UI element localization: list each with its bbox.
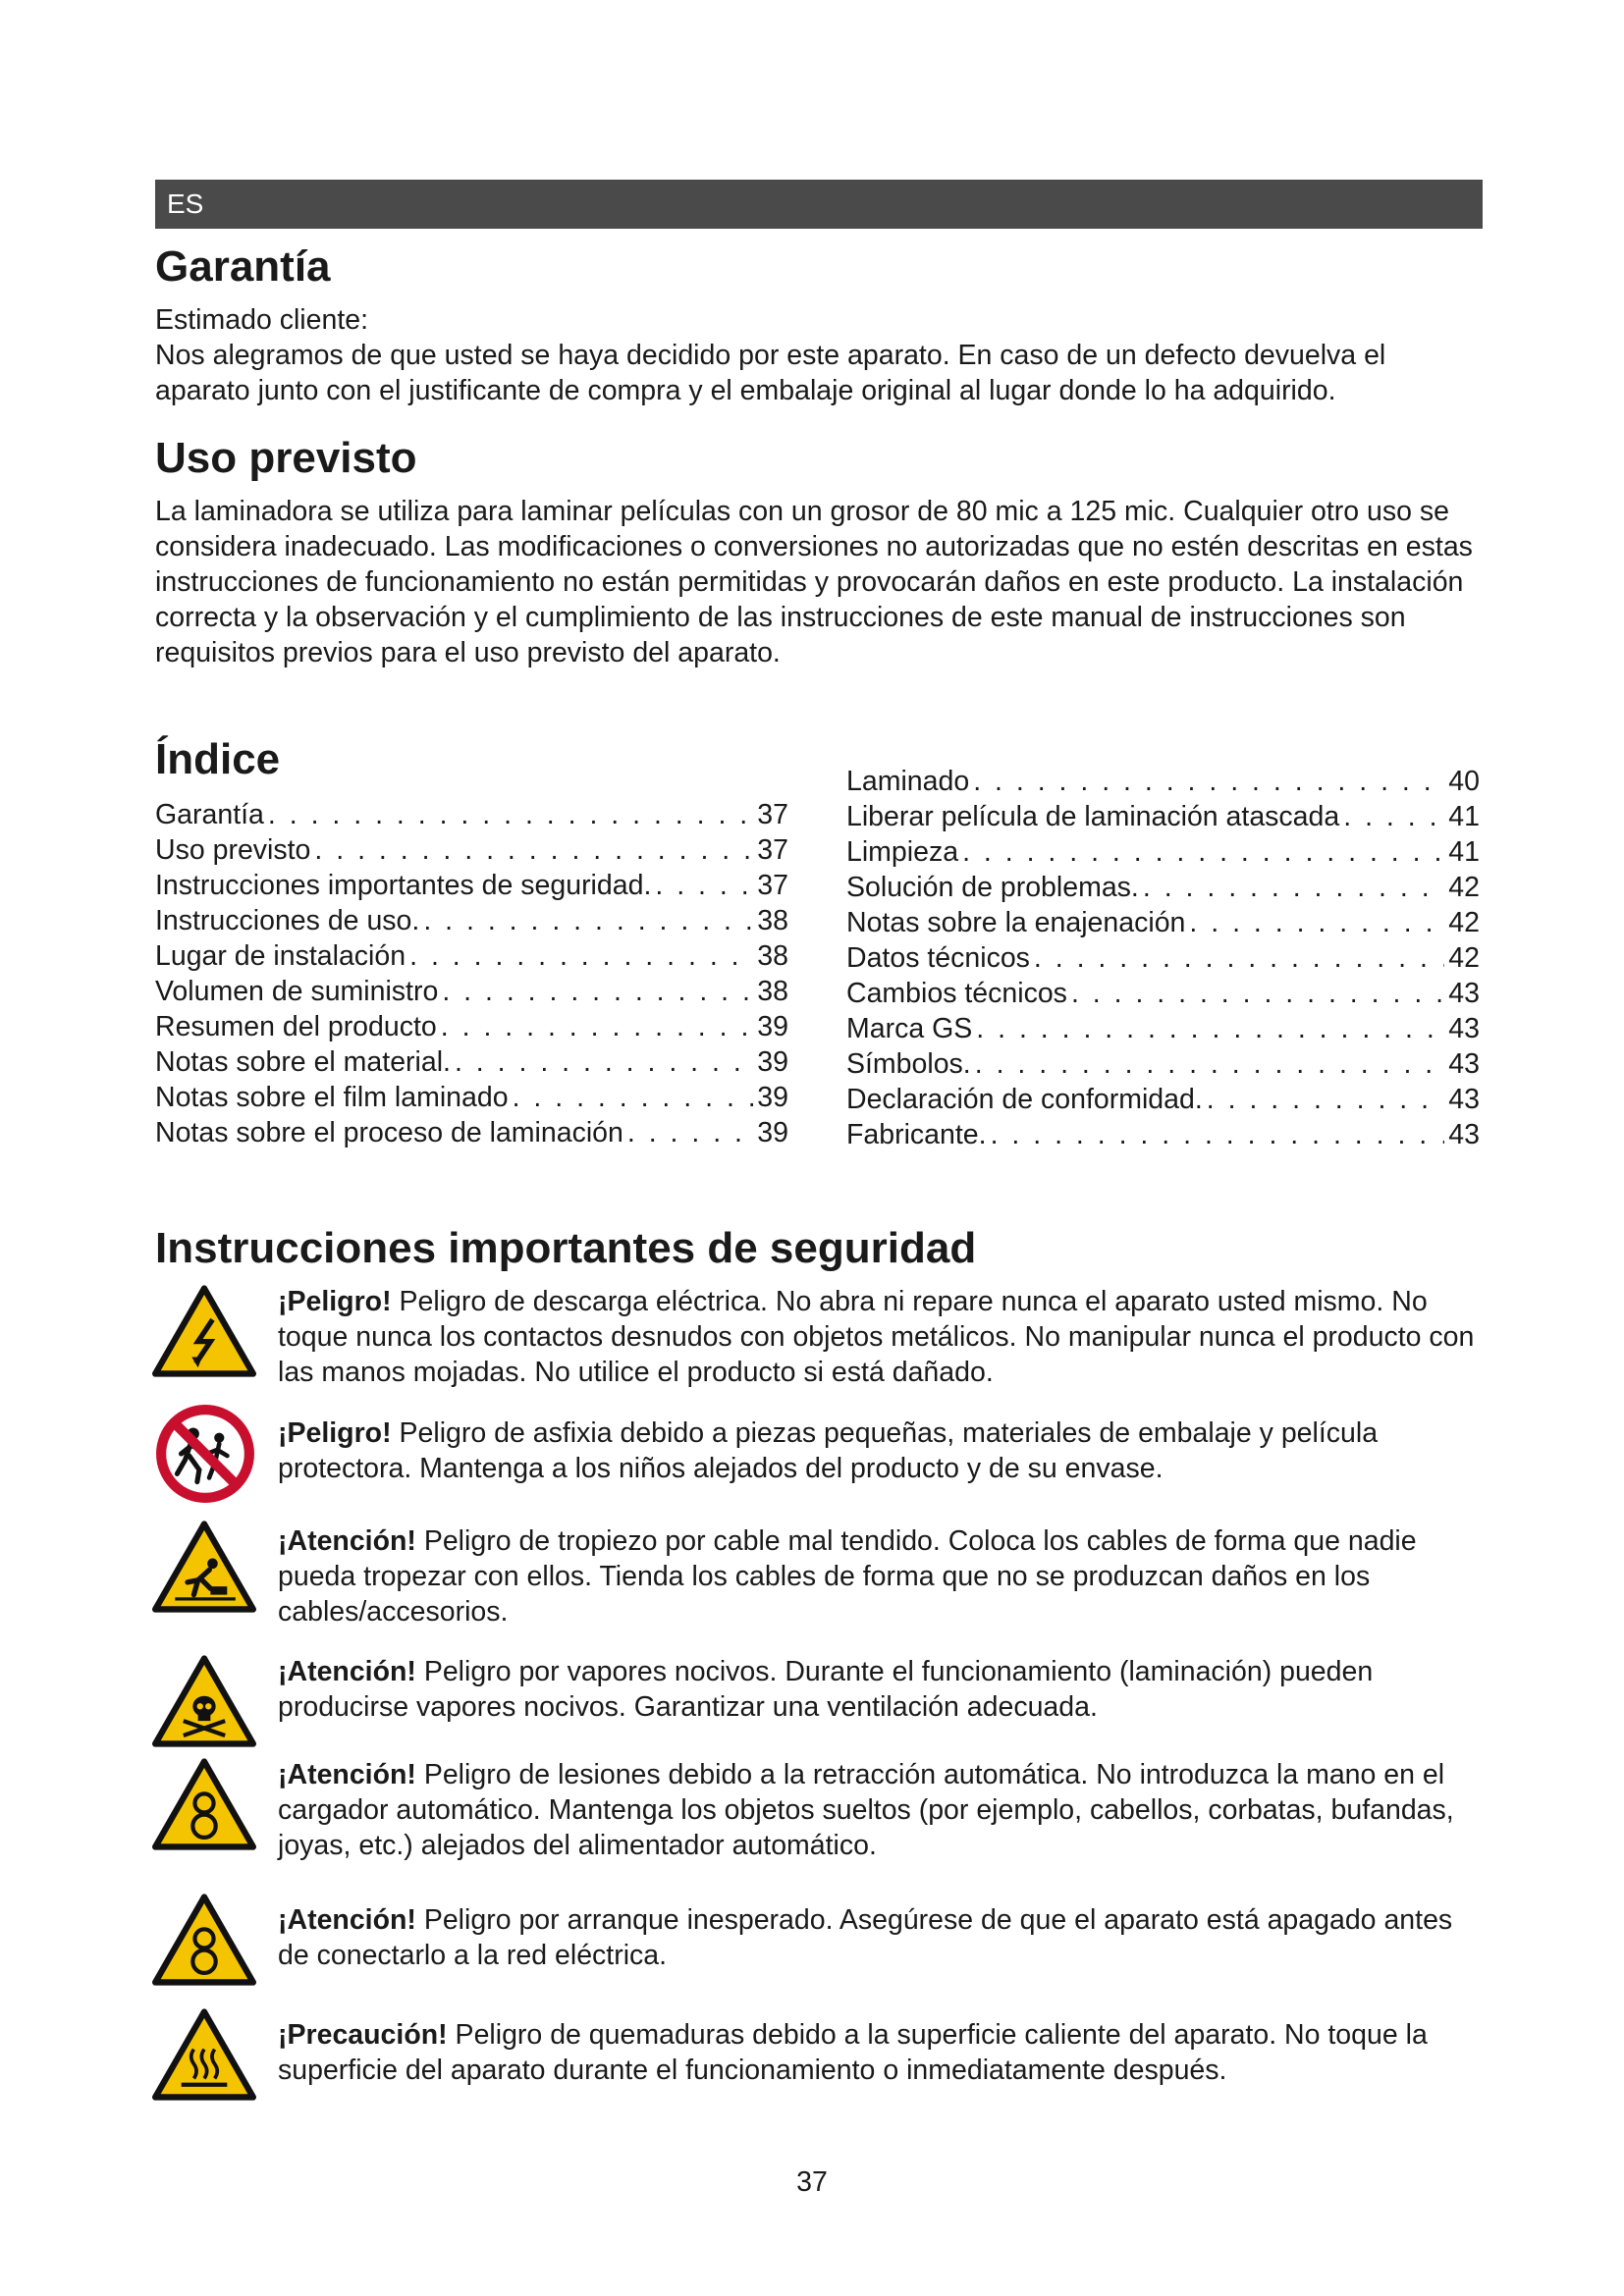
toc-entry-title: Resumen del producto bbox=[155, 1011, 437, 1042]
toc-entry-title: Fabricante. bbox=[846, 1119, 987, 1150]
toc-leader-dots bbox=[1034, 940, 1444, 976]
toc-entry[interactable] bbox=[155, 903, 788, 938]
toc-entry-title: Liberar película de laminación atascada bbox=[846, 801, 1340, 832]
warning-item bbox=[152, 1654, 1488, 1752]
warning-item bbox=[152, 2007, 1488, 2106]
warning-text bbox=[278, 1654, 1486, 1725]
toc-entry-page: 42 bbox=[1448, 872, 1480, 903]
warning-text bbox=[278, 1415, 1486, 1486]
toc-entry[interactable] bbox=[846, 1011, 1480, 1046]
garantia-paragraph: Estimado cliente: Nos alegramos de que usted se haya decidido por este aparato. En caso de un defecto devuelva el aparato junto con el justificante de compra y el embalaje original al lugar donde lo ha adquirido. bbox=[155, 304, 1386, 406]
toc-leader-dots bbox=[962, 834, 1444, 870]
toc-leader-dots bbox=[314, 832, 753, 868]
warning-label: ¡Atención! bbox=[278, 1904, 416, 1936]
warning-text bbox=[278, 2017, 1486, 2088]
toc-entry-title: Limpieza bbox=[846, 836, 959, 868]
toc-entry-page: 41 bbox=[1448, 801, 1480, 832]
toc-entry-page: 43 bbox=[1448, 1084, 1480, 1115]
toc-right-column bbox=[846, 764, 1480, 1152]
trip-hazard-warning-icon bbox=[152, 1520, 256, 1614]
indice-heading: Índice bbox=[155, 735, 281, 783]
toc-leader-dots bbox=[1207, 1082, 1445, 1117]
toc-entry-page: 42 bbox=[1448, 942, 1480, 974]
toc-entry[interactable] bbox=[846, 1046, 1480, 1082]
toc-entry[interactable] bbox=[846, 799, 1480, 834]
toc-leader-dots bbox=[1343, 799, 1444, 834]
toc-entry-title: Lugar de instalación bbox=[155, 940, 406, 972]
warning-item bbox=[152, 1404, 1488, 1506]
toc-entry-title: Notas sobre el proceso de laminación bbox=[155, 1117, 623, 1148]
toc-leader-dots bbox=[1071, 976, 1444, 1011]
warning-text bbox=[278, 1757, 1486, 1863]
toc-entry[interactable] bbox=[846, 1117, 1480, 1152]
warning-description: Peligro de lesiones debido a la retracción automática. No introduzca la mano en el cargador automático. Mantenga los objetos sueltos (por ejemplo, cabellos, corbatas, bufandas, joyas, etc.) alejados del alimentador automático. bbox=[278, 1759, 1454, 1861]
unexpected-start-warning-icon bbox=[152, 1893, 256, 1987]
toc-entry-title: Datos técnicos bbox=[846, 942, 1030, 974]
toc-leader-dots bbox=[991, 1117, 1445, 1152]
toc-entry[interactable] bbox=[155, 1115, 788, 1150]
warning-text bbox=[278, 1902, 1486, 1973]
toc-entry-title: Laminado bbox=[846, 766, 970, 797]
toc-leader-dots bbox=[268, 797, 753, 832]
toc-entry[interactable] bbox=[155, 1009, 788, 1044]
toc-entry[interactable] bbox=[846, 976, 1480, 1011]
toc-entry-page: 43 bbox=[1448, 978, 1480, 1009]
toc-entry-page: 39 bbox=[757, 1082, 788, 1113]
warning-label: ¡Atención! bbox=[278, 1759, 416, 1790]
toc-entry-title: Notas sobre la enajenación bbox=[846, 907, 1186, 938]
toc-entry-title: Notas sobre el film laminado bbox=[155, 1082, 509, 1113]
toc-entry-page: 37 bbox=[757, 834, 788, 866]
toc-leader-dots bbox=[442, 974, 753, 1009]
toc-entry-title: Garantía bbox=[155, 799, 264, 830]
warning-description: Peligro por vapores nocivos. Durante el funcionamiento (laminación) pueden producirse vapores nocivos. Garantizar una ventilación adecuada. bbox=[278, 1656, 1374, 1723]
page-number: 37 bbox=[796, 2166, 828, 2198]
toc-leader-dots bbox=[423, 903, 753, 938]
toc-leader-dots bbox=[655, 868, 753, 903]
toc-leader-dots bbox=[976, 1011, 1444, 1046]
toc-entry-title: Uso previsto bbox=[155, 834, 311, 866]
language-bar: ES bbox=[155, 180, 1483, 229]
toc-entry-page: 38 bbox=[757, 976, 788, 1007]
toc-entry[interactable] bbox=[155, 1044, 788, 1080]
toc-entry[interactable] bbox=[846, 905, 1480, 940]
warning-label: ¡Atención! bbox=[278, 1525, 416, 1557]
warning-label: ¡Peligro! bbox=[278, 1286, 392, 1317]
toc-entry-page: 38 bbox=[757, 905, 788, 936]
toc-entry-title: Símbolos. bbox=[846, 1048, 971, 1080]
toc-leader-dots bbox=[973, 764, 1444, 799]
toc-entry-page: 39 bbox=[757, 1117, 788, 1148]
warning-text bbox=[278, 1284, 1486, 1390]
toc-entry[interactable] bbox=[155, 938, 788, 974]
no-children-prohibition-icon bbox=[153, 1404, 257, 1504]
toc-entry[interactable] bbox=[846, 834, 1480, 870]
toc-entry-page: 39 bbox=[757, 1046, 788, 1078]
toc-leader-dots bbox=[409, 938, 753, 974]
toc-entry-page: 43 bbox=[1448, 1013, 1480, 1044]
warning-item bbox=[152, 1893, 1488, 1991]
toc-entry[interactable] bbox=[846, 764, 1480, 799]
warning-description: Peligro por arranque inesperado. Asegúrese de que el aparato está apagado antes de conectarlo a la red eléctrica. bbox=[278, 1904, 1453, 1971]
toc-leader-dots bbox=[627, 1115, 753, 1150]
toc-entry-page: 42 bbox=[1448, 907, 1480, 938]
seguridad-heading: Instrucciones importantes de seguridad bbox=[155, 1224, 977, 1272]
toc-entry[interactable] bbox=[155, 1080, 788, 1115]
uso-previsto-heading: Uso previsto bbox=[155, 434, 417, 482]
toc-leader-dots bbox=[441, 1009, 754, 1044]
toc-entry-title: Volumen de suministro bbox=[155, 976, 439, 1007]
toc-entry-title: Marca GS bbox=[846, 1013, 973, 1044]
toc-leader-dots bbox=[513, 1080, 754, 1115]
warning-description: Peligro de descarga eléctrica. No abra ni repare nunca el aparato usted mismo. No toque nunca los contactos desnudos con objetos metálicos. No manipular nunca el producto con las manos mojadas. No utilice el producto si está dañado. bbox=[278, 1286, 1475, 1388]
toc-leader-dots bbox=[975, 1046, 1445, 1082]
warning-item bbox=[152, 1520, 1488, 1628]
toc-entry-title: Notas sobre el material. bbox=[155, 1046, 451, 1078]
warning-item bbox=[152, 1284, 1488, 1392]
toc-entry-page: 39 bbox=[757, 1011, 788, 1042]
electric-shock-warning-icon bbox=[152, 1284, 256, 1378]
toc-leader-dots bbox=[1189, 905, 1444, 940]
toc-entry-title: Solución de problemas. bbox=[846, 872, 1139, 903]
toc-entry-title: Declaración de conformidad. bbox=[846, 1084, 1203, 1115]
warning-label: ¡Peligro! bbox=[278, 1417, 392, 1449]
toc-entry-title: Instrucciones importantes de seguridad. bbox=[155, 870, 652, 901]
garantia-heading: Garantía bbox=[155, 242, 331, 291]
toc-entry[interactable] bbox=[846, 1082, 1480, 1117]
toc-leader-dots bbox=[1143, 870, 1444, 905]
toc-entry-title: Cambios técnicos bbox=[846, 978, 1067, 1009]
toc-entry-page: 37 bbox=[757, 799, 788, 830]
uso-previsto-paragraph: La laminadora se utiliza para laminar películas con un grosor de 80 mic a 125 mic. Cualquier otro uso se considera inadecuado. Las modificaciones o conversiones no autorizadas que no estén descritas en estas instrucciones de funcionamiento no están permitidas y provocarán daños en este producto. La instalación correcta y la observación y el cumplimiento de las instrucciones de este manual de instrucciones son requisitos previos para el uso previsto del aparato. bbox=[155, 496, 1473, 668]
hot-surface-warning-icon bbox=[152, 2007, 256, 2102]
toc-left-column bbox=[155, 797, 788, 1150]
toc-entry-page: 38 bbox=[757, 940, 788, 972]
toc-entry-page: 40 bbox=[1448, 766, 1480, 797]
toc-entry-page: 41 bbox=[1448, 836, 1480, 868]
toc-entry[interactable] bbox=[846, 940, 1480, 976]
toc-entry[interactable] bbox=[846, 870, 1480, 905]
toc-entry-page: 43 bbox=[1448, 1048, 1480, 1080]
toc-entry[interactable] bbox=[155, 797, 788, 832]
toc-entry[interactable] bbox=[155, 868, 788, 903]
warning-description: Peligro de asfixia debido a piezas pequeñas, materiales de embalaje y película protectora. Mantenga a los niños alejados del producto y de su envase. bbox=[278, 1417, 1379, 1484]
toc-entry-page: 43 bbox=[1448, 1119, 1480, 1150]
warning-description: Peligro de tropiezo por cable mal tendido. Coloca los cables de forma que nadie pueda tropezar con ellos. Tienda los cables de forma que no se produzcan daños en los cables/accesorios. bbox=[278, 1525, 1417, 1628]
toc-entry-title: Instrucciones de uso. bbox=[155, 905, 420, 936]
warning-description: Peligro de quemaduras debido a la superficie caliente del aparato. No toque la superficie del aparato durante el funcionamiento o inmediatamente después. bbox=[278, 2019, 1428, 2086]
warning-text bbox=[278, 1523, 1486, 1629]
roller-entanglement-warning-icon bbox=[152, 1757, 256, 1851]
warning-label: ¡Precaución! bbox=[278, 2019, 448, 2051]
toc-entry[interactable] bbox=[155, 974, 788, 1009]
toc-leader-dots bbox=[455, 1044, 753, 1080]
warning-label: ¡Atención! bbox=[278, 1656, 416, 1687]
toc-entry-page: 37 bbox=[757, 870, 788, 901]
warning-item bbox=[152, 1757, 1488, 1865]
toxic-vapors-warning-icon bbox=[152, 1654, 256, 1748]
toc-entry[interactable] bbox=[155, 832, 788, 868]
